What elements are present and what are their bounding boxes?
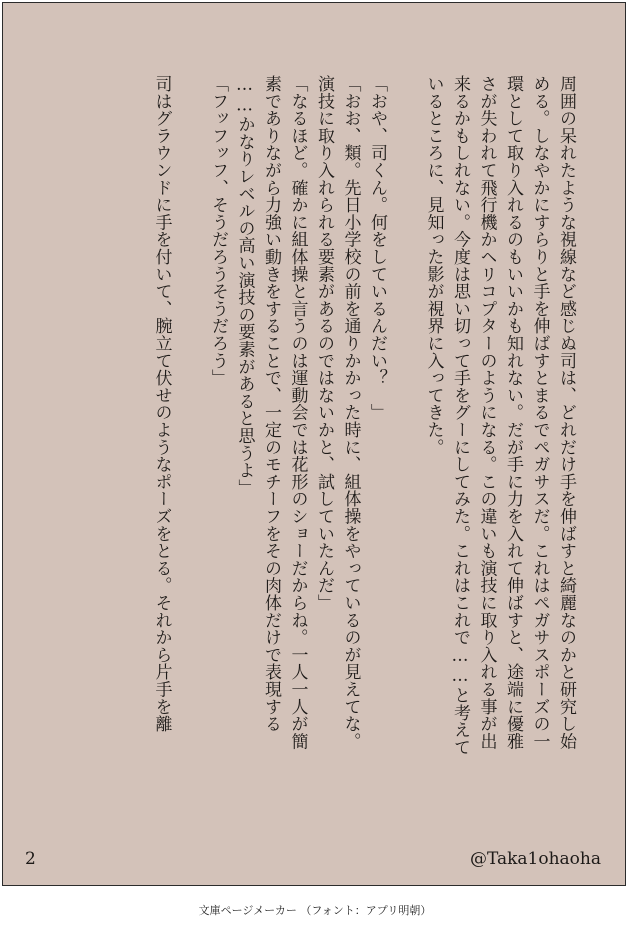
vertical-text-block xyxy=(59,75,579,835)
text-line: ……かなりレベルの高い演技の要素があると思うよ」 xyxy=(234,75,255,497)
author-credit: @Taka1ohaoha xyxy=(469,849,601,869)
text-line: 「フッフッフ、そうだろうそうだろう」 xyxy=(208,75,228,387)
text-line: 来るかもしれない。今度は思い切って手をグーにしてみた。これはこれで……と考えて xyxy=(450,75,470,756)
text-line: める。しなやかにすらりと手を伸ばすとまるでペガサスだ。これはペガサスポーズの一 xyxy=(529,75,550,750)
page-number: 2 xyxy=(25,849,36,869)
book-page xyxy=(2,2,626,886)
text-line: さが失われて飛行機かヘリコプターのようになる。この違いも演技に取り入れる事が出 xyxy=(476,75,497,750)
text-line: 「なるほど。確かに組体操と言うのは運動会では花形のショーだからね。一人一人が簡 xyxy=(287,75,308,750)
generator-note: 文庫ページメーカー （フォント：アプリ明朝） xyxy=(198,904,432,917)
blank-line xyxy=(390,75,420,835)
text-line: 環として取り入れるのもいいかも知れない。だが手に力を入れて伸ばすと、途端に優雅 xyxy=(503,75,523,750)
text-line: 周囲の呆れたような視線など感じぬ司は、どれだけ手を伸ばすと綺麗なのかと研究し始 xyxy=(556,75,576,750)
text-line: 「おや、司くん。何をしているんだい？ 」 xyxy=(367,75,387,421)
text-line: いるところに、見知った影が視界に入ってきた。 xyxy=(423,75,444,456)
blank-line xyxy=(175,75,205,835)
text-line: 司はグラウンドに手を付いて、腕立て伏せのようなポーズをとる。それから片手を離 xyxy=(151,75,172,733)
text-line: 素でありながら力強い動きをすることで、一定のモチーフをその肉体だけで表現する xyxy=(261,75,281,733)
text-line: 「おお、類。先日小学校の前を通りかかった時に、組体操をやっているのが見えてな。 xyxy=(340,75,361,750)
text-line: 演技に取り入れられる要素があるのではないかと、試していたんだ」 xyxy=(314,75,334,612)
